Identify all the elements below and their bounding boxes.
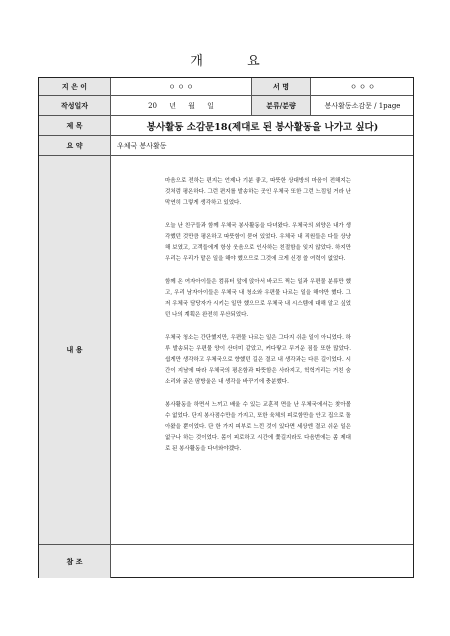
author-row xyxy=(39,78,413,96)
page-title: 개 요 xyxy=(190,54,280,69)
summary-form xyxy=(38,77,414,578)
body-paragraph: 우체국 청소는 간단했지만, 우편물 나르는 일은 그다지 쉬운 일이 아니었다. 하루 발송되는 우편물 양이 산더미 같았고, 커다랗고 무거운 짐들 또한 많았다. 쉽게만 생각하고 우체국으로 향했던 길은 결코 내 생각과는 다른 길이었다. 시간이 지남에 따라 우체국의 평온함과 따뜻함은 사라지고, 헉헉거리는 거친 숨소리와 굵은 땀방울은 내 생각을 바꾸기에 충분했다. xyxy=(165,335,351,385)
author-value: ㅇ ㅇ ㅇ xyxy=(168,82,194,91)
body-content xyxy=(165,176,351,467)
summary-value: 우체국 봉사활동 xyxy=(117,141,167,150)
reference-row xyxy=(39,545,413,578)
subject-row xyxy=(39,116,413,136)
body-paragraph: 함께 온 여자아이들은 컴퓨터 앞에 앉아서 바코드 찍는 일과 우편물 분류만 했고, 우리 남자아이들은 우체국 내 청소와 우편물 나르는 일을 해야만 했다. 그저 우체국 담당자가 시키는 일만 했으므로 우체국 내 시스템에 대해 알고 싶었던 나의 계획은 완전히 무산되었다. xyxy=(165,279,351,318)
summary-label: 요 약 xyxy=(39,136,111,155)
subject-value: 봉사활동 소감문18(제대로 된 봉사활동을 나가고 싶다) xyxy=(146,121,379,133)
body-paragraph: 마음으로 전하는 편지는 언제나 기분 좋고, 따뜻한 상대방의 마음이 전해지는 것처럼 평온하다. 그런 편지를 발송하는 곳인 우체국 또한 그런 느낌일 거라 난 막연히 그렇게 생각하고 있었다. xyxy=(165,178,351,206)
date-label: 작성일자 xyxy=(39,96,111,115)
date-value: 20 년 월 일 xyxy=(148,101,214,110)
subject-label: 제 목 xyxy=(39,116,111,135)
date-row xyxy=(39,96,413,116)
reference-value xyxy=(111,545,414,578)
body-label: 내 용 xyxy=(39,156,111,544)
signature-value: ㅇ ㅇ ㅇ xyxy=(350,82,375,91)
reference-label: 참 조 xyxy=(39,545,111,578)
body-paragraph: 오늘 난 친구들과 함께 우체국 봉사활동을 다녀왔다. 우체국의 외양은 내가 생각했던 것만큼 평온하고 따뜻함이 묻어 있었다. 우체국 내 직원들은 다들 상냥해 보였고, 고객들에게 항상 웃음으로 인사하는 친절함을 잊지 않았다. 하지만 우리는 우리가 맡은 일을 해야 했으므로 그것에 크게 신경 쓸 여력이 없었다. xyxy=(165,223,351,262)
body-paragraph: 봉사활동을 하면서 느끼고 배울 수 있는 교훈적 면을 난 우체국에서는 찾아볼 수 없었다. 단지 봉사점수만을 가지고, 또한 육체의 피로함만을 안고 집으로 돌아왔을 뿐이었다. 단 한 가지 피부로 느낀 것이 있다면 세상엔 결코 쉬운 일은 없구나 하는 것이었다. 몸이 피로하고 시간에 쫓길지라도 다음번에는 좀 제대로 된 봉사활동을 다녀와야겠다. xyxy=(165,402,351,452)
summary-row xyxy=(39,136,413,156)
category-value: 봉사활동소감문 / 1page xyxy=(324,101,401,110)
signature-label: 서 명 xyxy=(251,78,311,95)
category-label: 분류/분량 xyxy=(251,96,311,115)
author-label: 지 은 이 xyxy=(39,78,111,95)
